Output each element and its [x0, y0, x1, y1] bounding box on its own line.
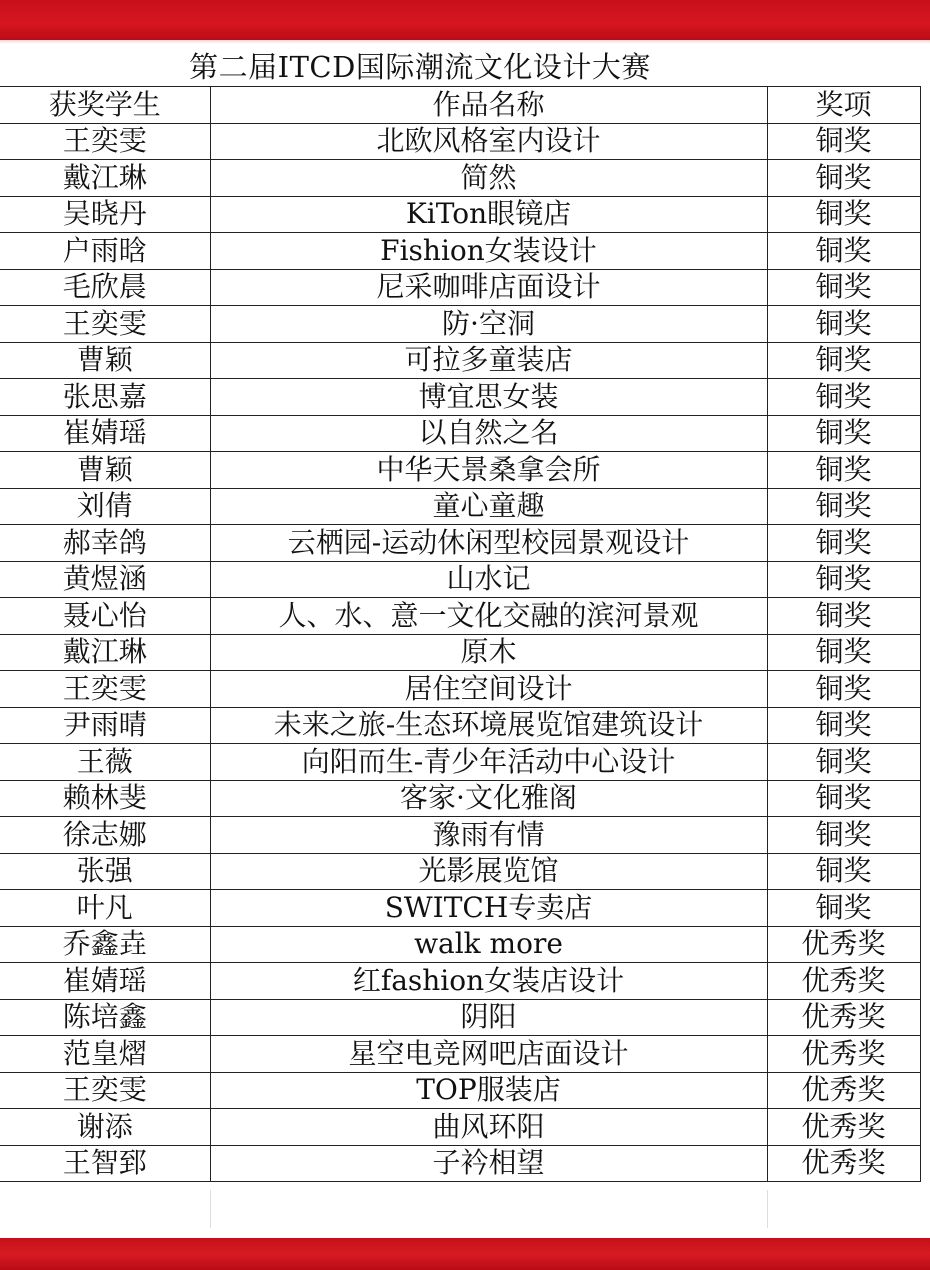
cell-award: 铜奖 [767, 233, 920, 270]
trailing-column-divider [210, 1190, 211, 1228]
cell-award: 铜奖 [767, 598, 920, 635]
cell-award: 优秀奖 [767, 1109, 920, 1146]
cell-award: 铜奖 [767, 671, 920, 708]
table-row [0, 999, 920, 1036]
cell-award: 铜奖 [767, 853, 920, 890]
cell-student: 谢添 [0, 1109, 210, 1146]
table-row [0, 634, 920, 671]
cell-student: 毛欣晨 [0, 269, 210, 306]
trailing-column-divider [767, 1190, 768, 1228]
cell-work: 原木 [210, 634, 767, 671]
cell-student: 王智郅 [0, 1145, 210, 1182]
cell-student: 王奕雯 [0, 123, 210, 160]
cell-student: 徐志娜 [0, 817, 210, 854]
cell-work: 博宜思女装 [210, 379, 767, 416]
cell-student: 曹颖 [0, 452, 210, 489]
table-row [0, 744, 920, 781]
cell-work: 云栖园-运动休闲型校园景观设计 [210, 525, 767, 562]
cell-work: 简然 [210, 160, 767, 197]
cell-award: 铜奖 [767, 415, 920, 452]
table-row [0, 488, 920, 525]
cell-work: SWITCH专卖店 [210, 890, 767, 927]
cell-award: 优秀奖 [767, 963, 920, 1000]
cell-student: 户雨晗 [0, 233, 210, 270]
cell-award: 铜奖 [767, 780, 920, 817]
cell-award: 铜奖 [767, 160, 920, 197]
cell-award: 铜奖 [767, 123, 920, 160]
table-row [0, 196, 920, 233]
cell-work: 子衿相望 [210, 1145, 767, 1182]
table-row [0, 525, 920, 562]
cell-award: 铜奖 [767, 379, 920, 416]
table-row [0, 269, 920, 306]
cell-student: 崔婧瑶 [0, 415, 210, 452]
table-row [0, 598, 920, 635]
top-banner-fade [0, 30, 930, 44]
cell-work: 北欧风格室内设计 [210, 123, 767, 160]
cell-student: 黄煜涵 [0, 561, 210, 598]
cell-award: 优秀奖 [767, 1145, 920, 1182]
cell-student: 刘倩 [0, 488, 210, 525]
cell-award: 优秀奖 [767, 999, 920, 1036]
cell-award: 铜奖 [767, 634, 920, 671]
table-row [0, 342, 920, 379]
table-row [0, 1145, 920, 1182]
table-row [0, 452, 920, 489]
cell-student: 赖林斐 [0, 780, 210, 817]
cell-student: 吴晓丹 [0, 196, 210, 233]
cell-student: 戴江琳 [0, 634, 210, 671]
cell-student: 聂心怡 [0, 598, 210, 635]
cell-award: 优秀奖 [767, 926, 920, 963]
cell-award: 铜奖 [767, 561, 920, 598]
table-row [0, 233, 920, 270]
table-row [0, 780, 920, 817]
cell-work: 阴阳 [210, 999, 767, 1036]
cell-student: 乔鑫垚 [0, 926, 210, 963]
cell-student: 范皇熠 [0, 1036, 210, 1073]
cell-student: 崔婧瑶 [0, 963, 210, 1000]
table-row [0, 890, 920, 927]
cell-work: 豫雨有情 [210, 817, 767, 854]
cell-student: 郝幸鸽 [0, 525, 210, 562]
cell-award: 铜奖 [767, 342, 920, 379]
table-row [0, 817, 920, 854]
table-row [0, 853, 920, 890]
header-student: 获奖学生 [0, 87, 210, 124]
table-row [0, 671, 920, 708]
cell-award: 铜奖 [767, 525, 920, 562]
cell-work: 尼采咖啡店面设计 [210, 269, 767, 306]
cell-award: 铜奖 [767, 196, 920, 233]
cell-work: 红fashion女装店设计 [210, 963, 767, 1000]
table-row [0, 306, 920, 343]
cell-work: 中华天景桑拿会所 [210, 452, 767, 489]
cell-work: 居住空间设计 [210, 671, 767, 708]
cell-award: 铜奖 [767, 744, 920, 781]
cell-student: 王奕雯 [0, 1072, 210, 1109]
cell-award: 铜奖 [767, 707, 920, 744]
cell-award: 铜奖 [767, 817, 920, 854]
table-row [0, 379, 920, 416]
cell-work: 以自然之名 [210, 415, 767, 452]
cell-work: 光影展览馆 [210, 853, 767, 890]
table-row [0, 1072, 920, 1109]
header-work: 作品名称 [210, 87, 767, 124]
cell-work: KiTon眼镜店 [210, 196, 767, 233]
cell-award: 铜奖 [767, 452, 920, 489]
table-row [0, 1109, 920, 1146]
cell-work: 向阳而生-青少年活动中心设计 [210, 744, 767, 781]
cell-student: 王奕雯 [0, 671, 210, 708]
table-row [0, 963, 920, 1000]
cell-student: 王薇 [0, 744, 210, 781]
cell-work: 客家·文化雅阁 [210, 780, 767, 817]
table-row [0, 415, 920, 452]
table-row [0, 561, 920, 598]
header-award: 奖项 [767, 87, 920, 124]
bottom-red-banner [0, 1238, 930, 1270]
table-row [0, 160, 920, 197]
cell-student: 戴江琳 [0, 160, 210, 197]
table-header-row [0, 87, 920, 124]
cell-student: 王奕雯 [0, 306, 210, 343]
cell-work: Fishion女装设计 [210, 233, 767, 270]
cell-award: 铜奖 [767, 488, 920, 525]
cell-work: 人、水、意一文化交融的滨河景观 [210, 598, 767, 635]
cell-student: 尹雨晴 [0, 707, 210, 744]
table-row [0, 1036, 920, 1073]
table-row [0, 707, 920, 744]
cell-work: 曲风环阳 [210, 1109, 767, 1146]
awards-table [0, 86, 921, 1182]
cell-work: walk more [210, 926, 767, 963]
cell-student: 张强 [0, 853, 210, 890]
cell-work: 可拉多童装店 [210, 342, 767, 379]
cell-award: 铜奖 [767, 306, 920, 343]
document-title: 第二届ITCD国际潮流文化设计大赛 [189, 50, 651, 84]
cell-student: 叶凡 [0, 890, 210, 927]
cell-work: 未来之旅-生态环境展览馆建筑设计 [210, 707, 767, 744]
table-row [0, 926, 920, 963]
cell-student: 张思嘉 [0, 379, 210, 416]
cell-award: 铜奖 [767, 890, 920, 927]
cell-award: 铜奖 [767, 269, 920, 306]
table-row [0, 123, 920, 160]
cell-student: 陈培鑫 [0, 999, 210, 1036]
cell-work: 防·空洞 [210, 306, 767, 343]
cell-award: 优秀奖 [767, 1036, 920, 1073]
cell-work: 山水记 [210, 561, 767, 598]
cell-work: TOP服装店 [210, 1072, 767, 1109]
cell-work: 童心童趣 [210, 488, 767, 525]
cell-student: 曹颖 [0, 342, 210, 379]
cell-work: 星空电竞网吧店面设计 [210, 1036, 767, 1073]
cell-award: 优秀奖 [767, 1072, 920, 1109]
